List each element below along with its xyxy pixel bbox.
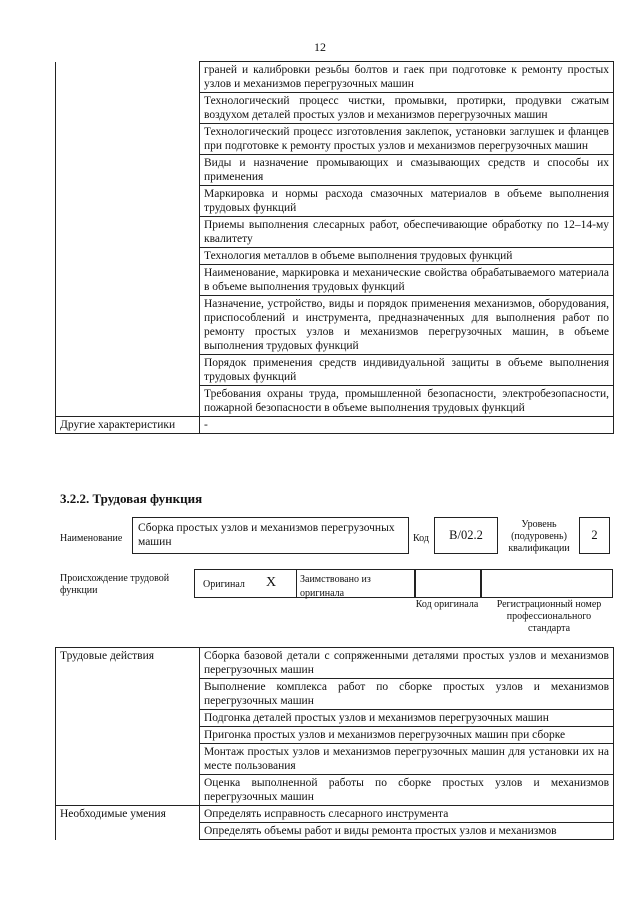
left-cell: [56, 296, 200, 355]
name-label: Наименование: [60, 533, 123, 544]
knowledge-table: [55, 61, 614, 434]
labor-action: Сборка базовой детали с сопряженными деталями простых узлов и механизмов перегрузочных машин: [200, 648, 614, 679]
left-cell: [56, 727, 200, 744]
knowledge-item: Требования охраны труда, промышленной безопасности, электробезопасности, пожарной безопасности в объеме выполнения трудовых функций: [200, 386, 614, 417]
knowledge-item: Маркировка и нормы расхода смазочных материалов в объеме выполнения трудовых функций: [200, 186, 614, 217]
left-cell: [56, 62, 200, 93]
labor-action: Пригонка простых узлов и механизмов перегрузочных машин при сборке: [200, 727, 614, 744]
left-cell: [56, 186, 200, 217]
knowledge-item: граней и калибровки резьбы болтов и гаек при подготовке к ремонту простых узлов и механизмов перегрузочных машин: [200, 62, 614, 93]
origin-code-cell: [415, 569, 481, 598]
left-cell: [56, 217, 200, 248]
function-name: Сборка простых узлов и механизмов перегрузочных машин: [132, 517, 409, 554]
required-skills-label: Необходимые умения: [56, 806, 200, 823]
knowledge-item: Назначение, устройство, виды и порядок применения механизмов, оборудования, приспособлений и инструмента, предназначенных для выполнения работ по ремонту простых узлов и механизмов перегрузочных машин, в объеме выполнения трудовых функций: [200, 296, 614, 355]
knowledge-item: Порядок применения средств индивидуальной защиты в объеме выполнения трудовых функций: [200, 355, 614, 386]
registration-caption: Регистрационный номер профессионального стандарта: [496, 599, 602, 634]
left-cell: [56, 124, 200, 155]
required-skill: Определять объемы работ и виды ремонта простых узлов и механизмов: [200, 823, 614, 840]
knowledge-item: Наименование, маркировка и механические свойства обрабатываемого материала в объеме выполнения трудовых функций: [200, 265, 614, 296]
labor-action: Монтаж простых узлов и механизмов перегрузочных машин для установки их на месте пользования: [200, 744, 614, 775]
required-skill: Определять исправность слесарного инструмента: [200, 806, 614, 823]
borrowed-cell: [296, 569, 415, 598]
labor-action: Подгонка деталей простых узлов и механизмов перегрузочных машин: [200, 710, 614, 727]
knowledge-item: Технология металлов в объеме выполнения трудовых функций: [200, 248, 614, 265]
section-title: 3.2.2. Трудовая функция: [60, 491, 203, 506]
left-cell: [56, 93, 200, 124]
borrowed-label: Заимствовано из оригинала: [300, 574, 371, 599]
actions-table: [55, 647, 614, 840]
labor-actions-label: Трудовые действия: [56, 648, 200, 679]
level-label: Уровень (подуровень) квалификации: [508, 519, 570, 554]
left-cell: [56, 775, 200, 806]
knowledge-item: Виды и назначение промывающих и смазывающих средств и способы их применения: [200, 155, 614, 186]
knowledge-item: Технологический процесс изготовления заклепок, установки заглушек и фланцев при подготовке к ремонту простых узлов и механизмов перегрузочных машин: [200, 124, 614, 155]
qualification-level: 2: [579, 517, 610, 554]
function-code: B/02.2: [434, 517, 498, 554]
other-characteristics-label: Другие характеристики: [56, 417, 200, 434]
left-cell: [56, 823, 200, 840]
knowledge-item: Приемы выполнения слесарных работ, обеспечивающие обработку по 12–14-му квалитету: [200, 217, 614, 248]
left-cell: [56, 744, 200, 775]
knowledge-item: Технологический процесс чистки, промывки, протирки, продувки сжатым воздухом деталей простых узлов и механизмов перегрузочных машин: [200, 93, 614, 124]
registration-number-cell: [481, 569, 613, 598]
original-mark: X: [266, 575, 277, 590]
page-number: 12: [314, 40, 326, 54]
other-characteristics-value: -: [200, 417, 614, 434]
left-cell: [56, 265, 200, 296]
left-cell: [56, 155, 200, 186]
left-cell: [56, 710, 200, 727]
original-cell: [194, 569, 296, 598]
left-cell: [56, 386, 200, 417]
labor-action: Выполнение комплекса работ по сборке простых узлов и механизмов перегрузочных машин: [200, 679, 614, 710]
labor-action: Оценка выполненной работы по сборке простых узлов и механизмов перегрузочных машин: [200, 775, 614, 806]
left-cell: [56, 355, 200, 386]
origin-code-caption: Код оригинала: [415, 599, 479, 610]
origin-label: Происхождение трудовой функции: [60, 573, 170, 596]
original-label: Оригинал: [203, 579, 245, 590]
code-label: Код: [413, 533, 429, 544]
left-cell: [56, 679, 200, 710]
left-cell: [56, 248, 200, 265]
